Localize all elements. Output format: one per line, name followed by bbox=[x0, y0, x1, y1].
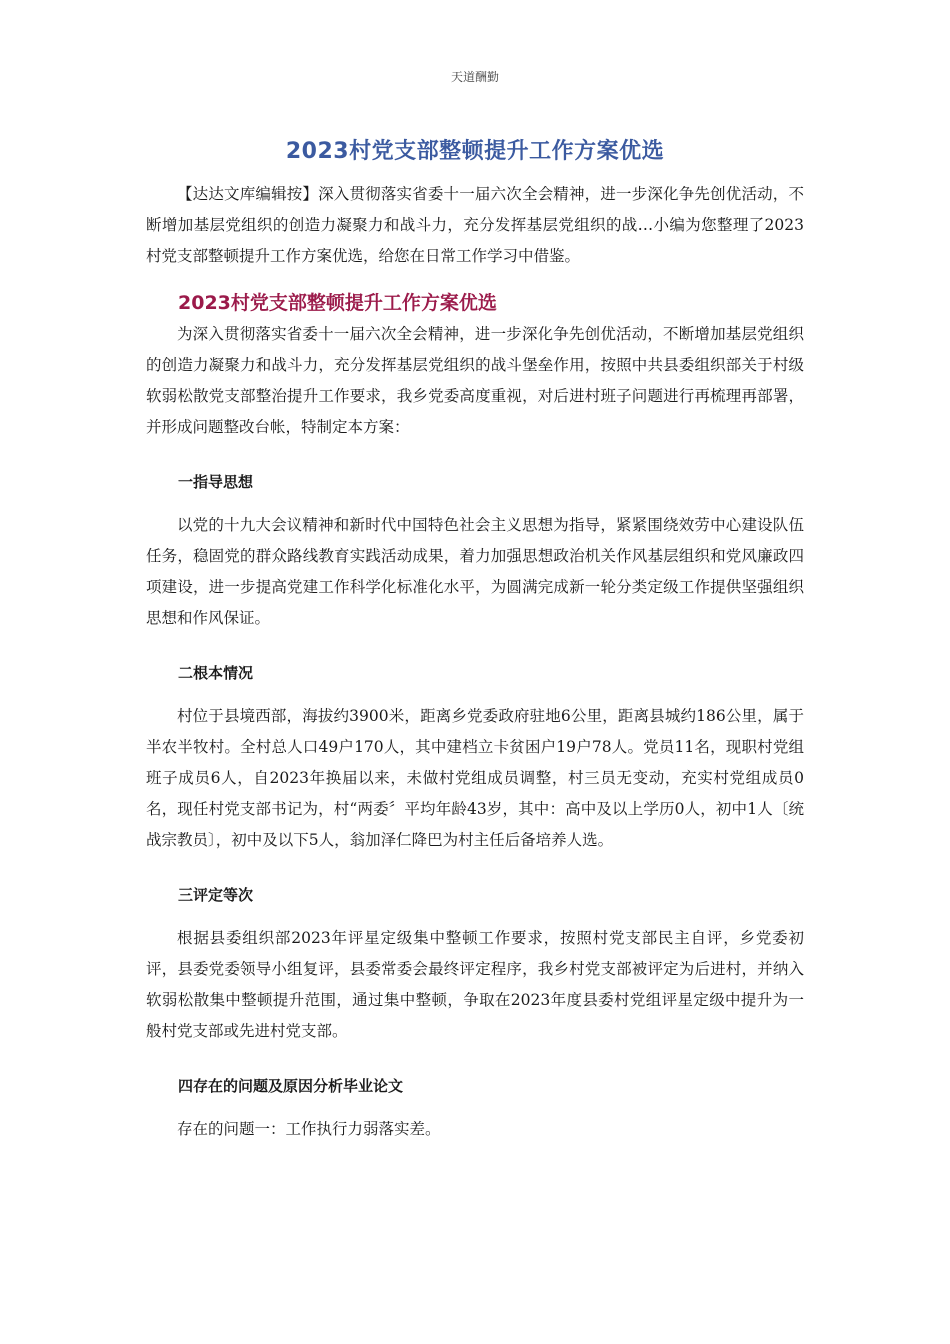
section-text-problems-analysis: 存在的问题一：工作执行力弱落实差。 bbox=[177, 1120, 441, 1138]
section-heading-rating-grade: 三评定等次 bbox=[178, 886, 254, 904]
article-subtitle: 2023村党支部整顿提升工作方案优选 bbox=[178, 292, 497, 314]
section-text-guiding-ideology: 以党的十九大会议精神和新时代中国特色社会主义思想为指导，紧紧围绕效劳中心建设队伍任务，稳固党的群众路线教育实践活动成果，着力加强思想政治机关作风基层组织和党风廉政四项建设，进一步提高党建工作科学化标准化水平，为圆满完成新一轮分类定级工作提供坚强组织思想和作风保证。 bbox=[146, 516, 804, 627]
document-title: 2023村党支部整顿提升工作方案优选 bbox=[285, 139, 665, 164]
opening-paragraph: 为深入贯彻落实省委十一届六次全会精神，进一步深化争先创优活动，不断增加基层党组织的创造力凝聚力和战斗力，充分发挥基层党组织的战斗堡垒作用，按照中共县委组织部关于村级软弱松散党支部整治提升工作要求，我乡党委高度重视，对后进村班子问题进行再梳理再部署，并形成问题整改台帐，特制定本方案： bbox=[146, 325, 804, 436]
page-header: 天道酬勤 bbox=[450, 70, 499, 84]
section-heading-guiding-ideology: 一指导思想 bbox=[178, 473, 254, 491]
section-text-basic-situation: 村位于县境西部，海拔约3900米，距离乡党委政府驻地6公里，距离县城约186公里，属于半农半牧村。全村总人口49户170人，其中建档立卡贫困户19户78人。党员11名，现职村党组班子成员6人，自2023年换届以来，未做村党组成员调整，村三员无变动，充实村党组成员0名，现任村党支部书记为，村“两委〞平均年龄43岁，其中：高中及以上学历0人，初中1人〔统战宗教员〕，初中及以下5人，翁加泽仁降巴为村主任后备培养人选。 bbox=[146, 707, 804, 849]
section-text-rating-grade: 根据县委组织部2023年评星定级集中整顿工作要求，按照村党支部民主自评，乡党委初评，县委党委领导小组复评，县委常委会最终评定程序，我乡村党支部被评定为后进村，并纳入软弱松散集中整顿提升范围，通过集中整顿，争取在2023年度县委村党组评星定级中提升为一般村党支部或先进村党支部。 bbox=[146, 929, 804, 1040]
section-heading-basic-situation: 二根本情况 bbox=[178, 664, 254, 682]
section-heading-problems-analysis: 四存在的问题及原因分析毕业论文 bbox=[178, 1077, 404, 1095]
editor-intro: 【达达文库编辑按】深入贯彻落实省委十一届六次全会精神，进一步深化争先创优活动，不断增加基层党组织的创造力凝聚力和战斗力，充分发挥基层党组织的战…小编为您整理了2023村党支部整顿提升工作方案优选，给您在日常工作学习中借鉴。 bbox=[146, 185, 804, 265]
